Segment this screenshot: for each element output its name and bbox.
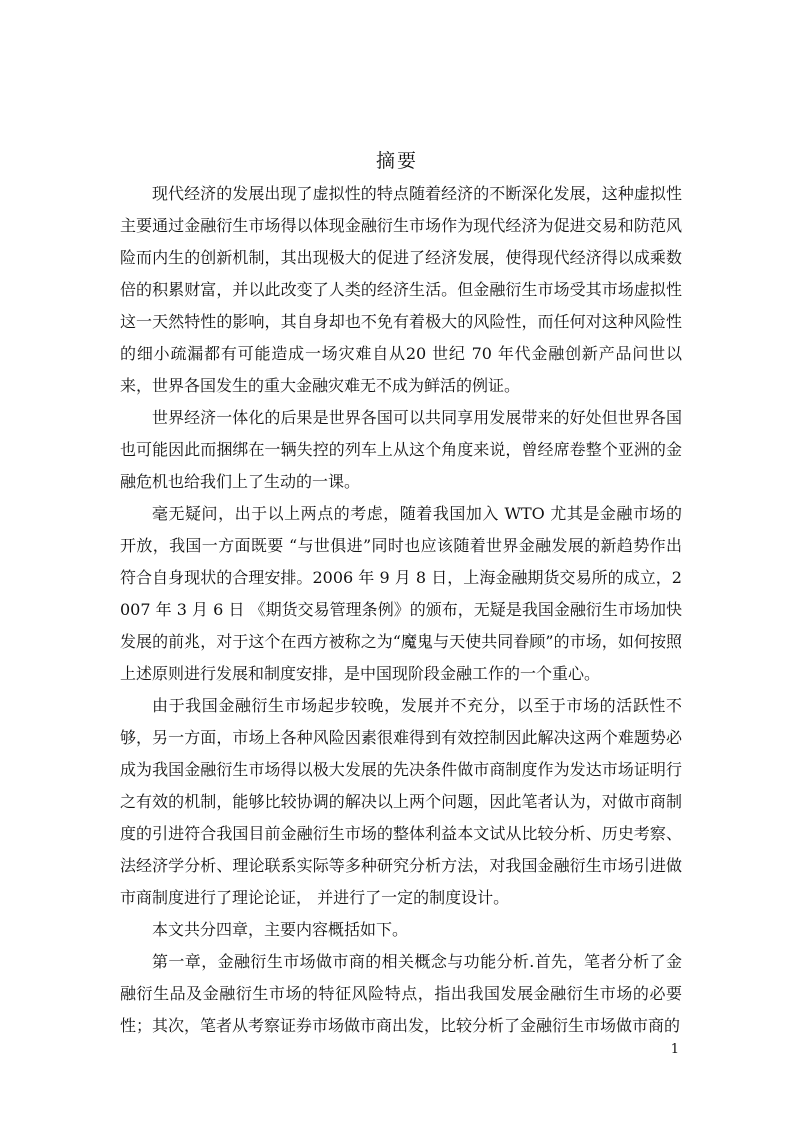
abstract-body [120, 178, 682, 1042]
paragraph-4: 由于我国金融衍生市场起步较晚，发展并不充分，以至于市场的活跃性不够，另一方面，市场上各种风险因素很难得到有效控制因此解决这两个难题势必成为我国金融衍生市场得以极大发展的先决条件做市商制度作为发达市场证明行之有效的机制，能够比较协调的解决以上两个问题，因此笔者认为，对做市商制度的引进符合我国目前金融衍生市场的整体利益本文试从比较分析、历史考察、法经济学分析、理论联系实际等多种研究分析方法，对我国金融衍生市场引进做市商制度进行了理论论证， 并进行了一定的制度设计。 [120, 696, 682, 907]
paragraph-5: 本文共分四章，主要内容概括如下。 [152, 920, 409, 939]
paragraph-1: 现代经济的发展出现了虚拟性的特点随着经济的不断深化发展，这种虚拟性主要通过金融衍生市场得以体现金融衍生市场作为现代经济为促进交易和防范风险而内生的创新机制，其出现极大的促进了经济发展，使得现代经济得以成乘数倍的积累财富，并以此改变了人类的经济生活。但金融衍生市场受其市场虚拟性这一天然特性的影响，其自身却也不免有着极大的风险性，而任何对这种风险性的细小疏漏都有可能造成一场灾难自从20 世纪 70 年代金融创新产品问世以来，世界各国发生的重大金融灾难无不成为鲜活的例证。 [120, 184, 682, 395]
paragraph-3: 毫无疑问，出于以上两点的考虑，随着我国加入 WTO 尤其是金融市场的开放，我国一方面既要 “与世俱进”同时也应该随着世界金融发展的新趋势作出符合自身现状的合理安排。2006 年 9 月 8 日，上海金融期货交易所的成立，2007 年 3 月 6 日 《期货交易管理条例》的颁布，无疑是我国金融衍生市场加快发展的前兆，对于这个在西方被称之为“魔鬼与天使共同眷顾”的市场，如何按照上述原则进行发展和制度安排，是中国现阶段金融工作的一个重心。 [120, 504, 682, 683]
paragraph-2: 世界经济一体化的后果是世界各国可以共同享用发展带来的好处但世界各国也可能因此而捆绑在一辆失控的列车上从这个角度来说，曾经席卷整个亚洲的金融危机也给我们上了生动的一课。 [120, 408, 682, 491]
paragraph-6: 第一章，金融衍生市场做市商的相关概念与功能分析.首先，笔者分析了金融衍生品及金融衍生市场的特征风险特点，指出我国发展金融衍生市场的必要性；其次，笔者从考察证券市场做市商出发，比较分析了金融衍生市场做市商的 [120, 952, 682, 1035]
page-title: 摘要 [375, 150, 418, 172]
page-number: 1 [670, 1042, 679, 1057]
